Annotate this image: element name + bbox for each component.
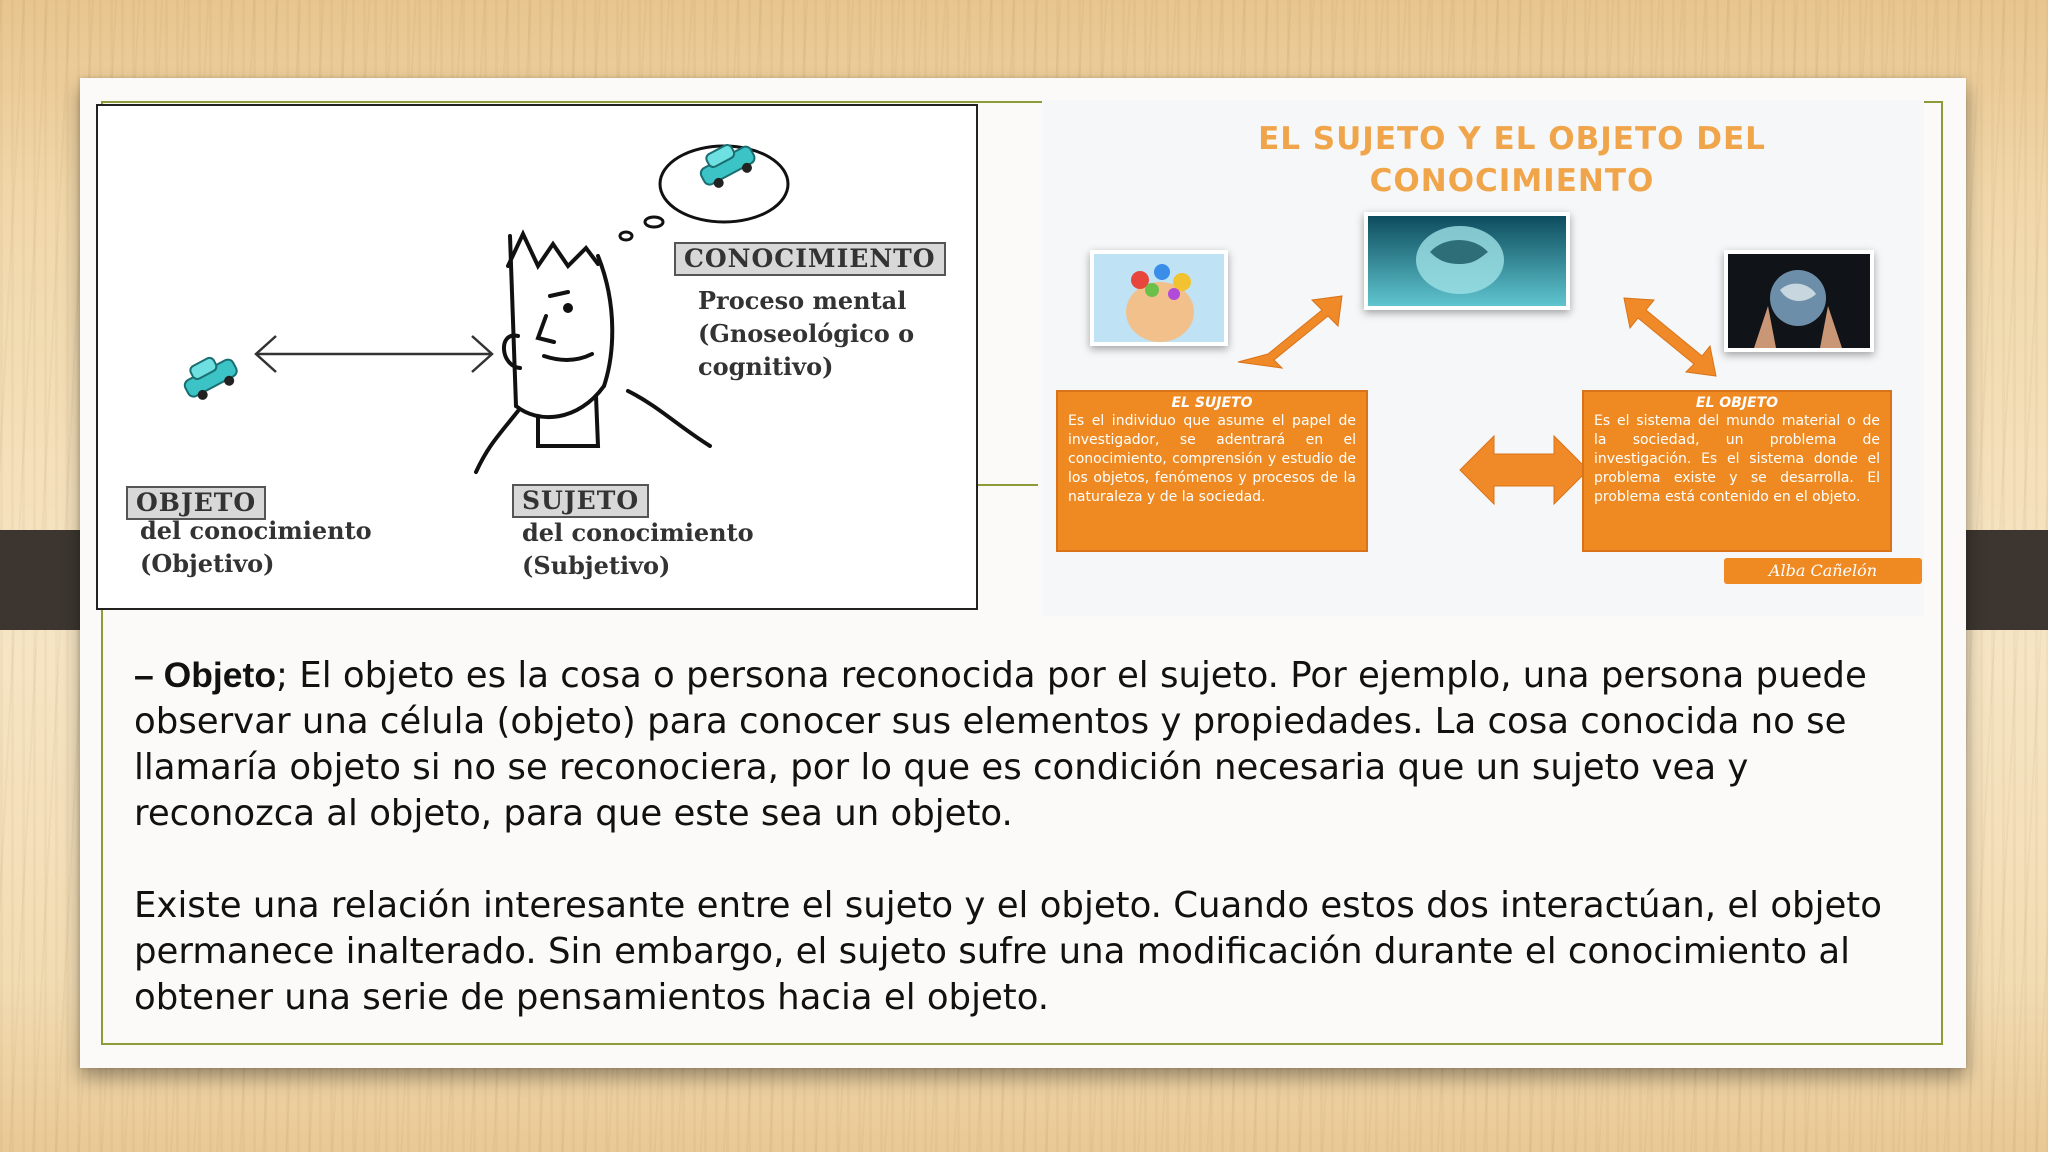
author-credit: Alba Cañelón [1724, 558, 1922, 584]
slide-card [80, 78, 1966, 1068]
objeto-box-text: Es el sistema del mundo material o de la sociedad, un problema de investigación. Es el sistema donde el problema existe y se desarrolla. El problema está contenido en el objeto. [1594, 413, 1880, 505]
objeto-label: OBJETO [126, 486, 266, 520]
proceso-mental-text: Proceso mental (Gnoseológico o cognitivo) [698, 286, 915, 381]
sujeto-label: SUJETO [512, 484, 649, 518]
double-arrow [256, 336, 492, 372]
thought-dot-large [645, 217, 663, 227]
paragraph-relacion: Existe una relación interesante entre el sujeto y el objeto. Cuando estos dos interactúan, el objeto permanece inalterado. Sin embargo, el sujeto sufre una modificación durante el conocimiento al obtener una serie de pensamientos hacia el objeto. [134, 885, 1882, 1018]
paragraph1-text: El objeto es la cosa o persona reconocida por el sujeto. Por ejemplo, una persona puede observar una célula (objeto) para conocer sus elementos y propiedades. La cosa conocida no se llamaría objeto si no se reconociera, por lo que es condición necesaria que un sujeto vea y reconozca al objeto, para que este sea un objeto. [134, 655, 1867, 834]
sujeto-box [1056, 390, 1368, 552]
conocimiento-label: CONOCIMIENTO [674, 242, 946, 276]
subject-object-sketch [96, 104, 978, 610]
infographic-title-line2: CONOCIMIENTO [1369, 163, 1655, 199]
car-icon-object [178, 349, 242, 405]
arrow-sujeto-objeto [1460, 436, 1588, 504]
objeto-box [1582, 390, 1892, 552]
thought-dot-small [620, 232, 632, 240]
arrow-brain-to-objeto [1624, 298, 1716, 376]
sujeto-description: del conocimiento (Subjetivo) [522, 518, 754, 580]
paragraph-objeto [134, 652, 1924, 837]
slide-body-text [134, 652, 1924, 1021]
car-icon-thought [694, 136, 760, 193]
arrow-sujeto-to-brain [1238, 296, 1342, 368]
frame-connector-line [978, 484, 1038, 486]
objeto-description: del conocimiento (Objetivo) [140, 516, 372, 578]
sujeto-box-text: Es el individuo que asume el papel de investigador, se adentrará en el conocimiento, comprensión y estudio de los objetos, fenómenos y procesos de la naturaleza y de la sociedad. [1068, 413, 1356, 505]
subject-object-infographic [1042, 100, 1924, 616]
objeto-box-heading: EL OBJETO [1695, 395, 1779, 411]
sujeto-box-heading: EL SUJETO [1171, 395, 1253, 411]
infographic-title-line1: EL SUJETO Y EL OBJETO DEL [1258, 121, 1766, 157]
lead-term: Objeto [163, 655, 277, 695]
lead-dash: – [134, 655, 164, 695]
lead-semicolon: ; [276, 655, 288, 696]
